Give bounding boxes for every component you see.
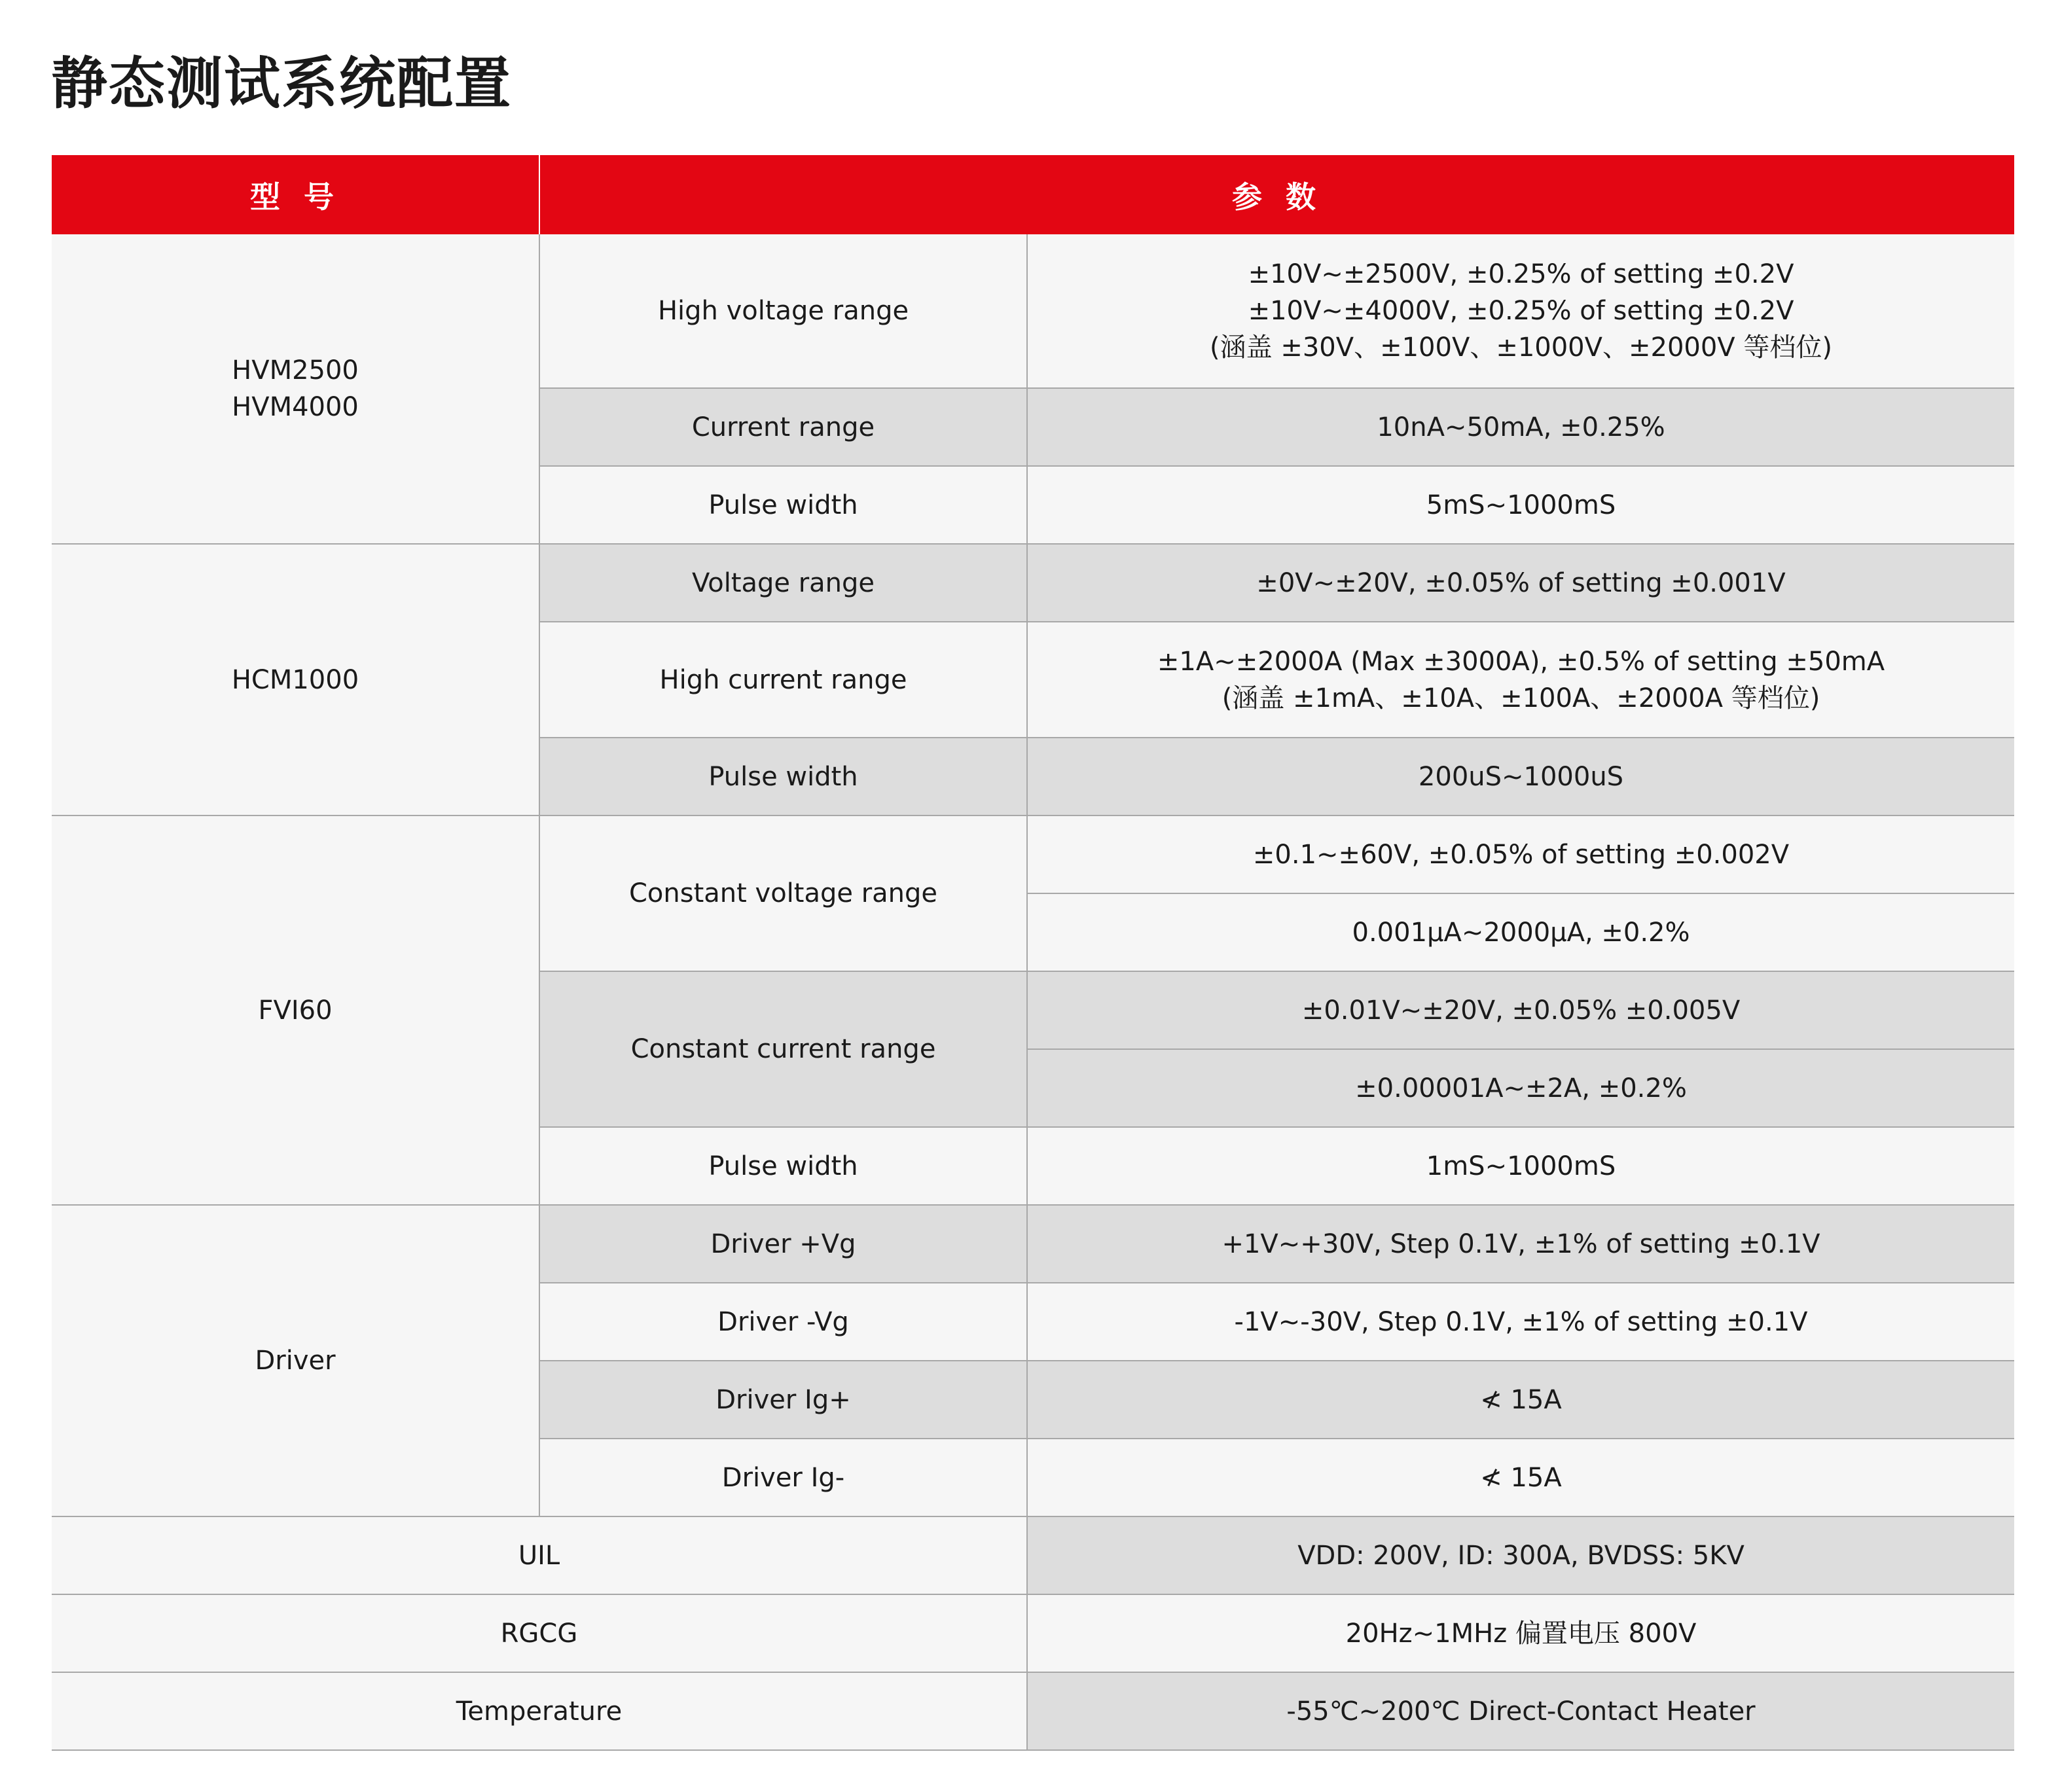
param-label: Temperature bbox=[52, 1672, 1027, 1750]
page-title: 静态测试系统配置 bbox=[51, 51, 512, 116]
param-value: ±0V~±20V, ±0.05% of setting ±0.001V bbox=[1027, 544, 2014, 622]
param-value: 20Hz~1MHz 偏置电压 800V bbox=[1027, 1594, 2014, 1672]
table-row bbox=[52, 1516, 2014, 1594]
param-label: Constant voltage range bbox=[539, 815, 1027, 971]
header-params: 参 数 bbox=[539, 155, 2014, 234]
model-name: HVM2500 bbox=[232, 355, 359, 385]
table-row bbox=[52, 1205, 2014, 1283]
header-model: 型 号 bbox=[52, 155, 539, 234]
param-value: 1mS~1000mS bbox=[1027, 1127, 2014, 1205]
param-value: ≮ 15A bbox=[1027, 1361, 2014, 1439]
value-line: ±10V~±2500V, ±0.25% of setting ±0.2V bbox=[1248, 259, 1794, 289]
param-label: Current range bbox=[539, 388, 1027, 466]
value-line: ±10V~±4000V, ±0.25% of setting ±0.2V bbox=[1248, 296, 1794, 326]
param-label: High voltage range bbox=[539, 234, 1027, 388]
param-value: 10nA~50mA, ±0.25% bbox=[1027, 388, 2014, 466]
model-cell-driver: Driver bbox=[52, 1205, 539, 1516]
param-label: Voltage range bbox=[539, 544, 1027, 622]
param-label: Driver +Vg bbox=[539, 1205, 1027, 1283]
spec-table bbox=[52, 155, 2014, 1751]
param-label: UIL bbox=[52, 1516, 1027, 1594]
value-line: ±1A~±2000A (Max ±3000A), ±0.5% of setting ±50mA bbox=[1157, 646, 1885, 677]
table-row bbox=[52, 234, 2014, 388]
param-value: 0.001μA~2000μA, ±0.2% bbox=[1027, 893, 2014, 971]
table-row bbox=[52, 1594, 2014, 1672]
model-cell-hcm: HCM1000 bbox=[52, 544, 539, 815]
value-line: (涵盖 ±30V、±100V、±1000V、±2000V 等档位) bbox=[1210, 332, 1832, 363]
param-value: VDD: 200V, ID: 300A, BVDSS: 5KV bbox=[1027, 1516, 2014, 1594]
param-value: 200uS~1000uS bbox=[1027, 738, 2014, 815]
param-label: Driver Ig- bbox=[539, 1439, 1027, 1516]
param-label: Constant current range bbox=[539, 971, 1027, 1127]
param-value: -55℃~200℃ Direct-Contact Heater bbox=[1027, 1672, 2014, 1750]
table-row bbox=[52, 544, 2014, 622]
param-label: High current range bbox=[539, 622, 1027, 738]
param-value: ±0.01V~±20V, ±0.05% ±0.005V bbox=[1027, 971, 2014, 1049]
table-header-row bbox=[52, 155, 2014, 234]
table-row bbox=[52, 815, 2014, 893]
model-cell-fvi: FVI60 bbox=[52, 815, 539, 1205]
param-label: Pulse width bbox=[539, 1127, 1027, 1205]
param-value: 5mS~1000mS bbox=[1027, 466, 2014, 544]
param-value: ±0.1~±60V, ±0.05% of setting ±0.002V bbox=[1027, 815, 2014, 893]
param-value: ≮ 15A bbox=[1027, 1439, 2014, 1516]
param-label: Pulse width bbox=[539, 738, 1027, 815]
param-value: ±0.00001A~±2A, ±0.2% bbox=[1027, 1049, 2014, 1127]
param-value: -1V~-30V, Step 0.1V, ±1% of setting ±0.1V bbox=[1027, 1283, 2014, 1361]
value-line: (涵盖 ±1mA、±10A、±100A、±2000A 等档位) bbox=[1221, 683, 1820, 713]
param-label: RGCG bbox=[52, 1594, 1027, 1672]
table-row bbox=[52, 1672, 2014, 1750]
model-cell-hvm bbox=[52, 234, 539, 544]
model-name: HVM4000 bbox=[232, 392, 359, 422]
param-value bbox=[1027, 622, 2014, 738]
param-label: Pulse width bbox=[539, 466, 1027, 544]
param-value bbox=[1027, 234, 2014, 388]
param-label: Driver -Vg bbox=[539, 1283, 1027, 1361]
param-label: Driver Ig+ bbox=[539, 1361, 1027, 1439]
param-value: +1V~+30V, Step 0.1V, ±1% of setting ±0.1V bbox=[1027, 1205, 2014, 1283]
